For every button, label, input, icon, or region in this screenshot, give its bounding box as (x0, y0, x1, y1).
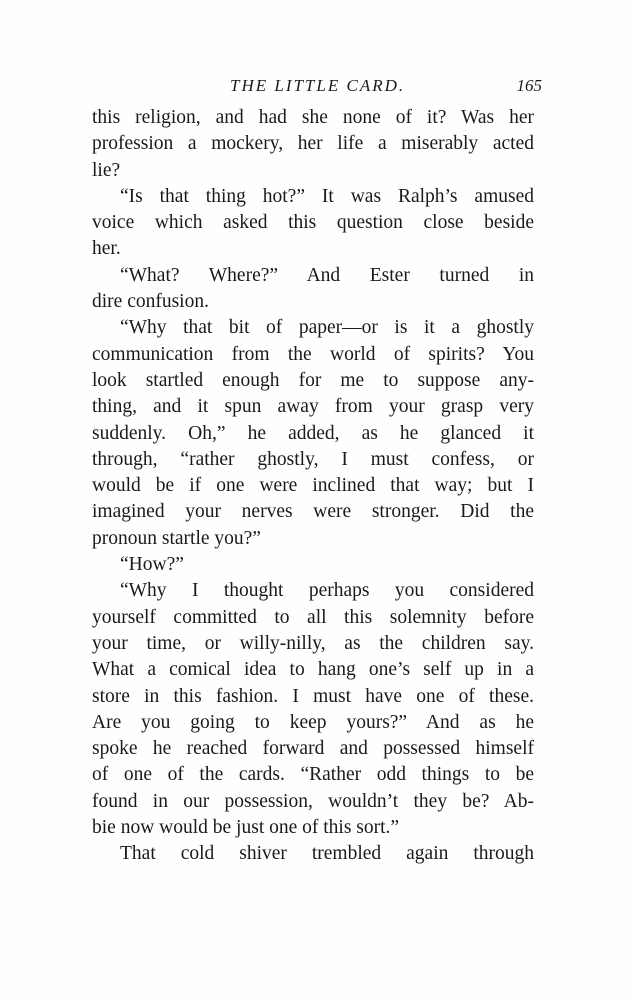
text-line: yourself committed to all this solemnity before (92, 606, 534, 628)
text-line: store in this fashion. I must have one of these. (92, 685, 534, 707)
text-line: “Is that thing hot?” It was Ralph’s amused (120, 185, 534, 207)
text-line: Are you going to keep yours?” And as he (92, 711, 534, 733)
text-line: spoke he reached forward and possessed himself (92, 738, 534, 760)
text-line: bie now would be just one of this sort.” (92, 817, 400, 839)
page-number: 165 (516, 76, 542, 95)
text-line: through, “rather ghostly, I must confess, or (92, 448, 534, 470)
text-line: would be if one were inclined that way; but I (92, 475, 534, 497)
text-line: her. (92, 238, 121, 260)
text-line: your time, or willy-nilly, as the children say. (92, 632, 534, 654)
text-line: found in our possession, wouldn’t they be? Ab- (92, 790, 534, 812)
text-line: What a comical idea to hang one’s self up in a (92, 659, 534, 681)
text-line: suddenly. Oh,” he added, as he glanced it (92, 422, 534, 444)
text-line: That cold shiver trembled again through (120, 843, 534, 865)
text-line: this religion, and had she none of it? Was her (92, 107, 534, 128)
text-line: look startled enough for me to suppose any- (92, 369, 534, 391)
text-line: voice which asked this question close beside (92, 212, 534, 234)
text-line: “How?” (120, 554, 184, 576)
text-line: pronoun startle you?” (92, 527, 261, 549)
text-line: “What? Where?” And Ester turned in (120, 264, 534, 286)
text-line: communication from the world of spirits? You (92, 343, 534, 365)
running-title: THE LITTLE CARD. (230, 76, 406, 95)
text-line: “Why that bit of paper—or is it a ghostly (120, 317, 534, 339)
text-line: dire confusion. (92, 291, 209, 313)
text-line: thing, and it spun away from your grasp very (92, 396, 534, 418)
text-line: profession a mockery, her life a miserably acted (92, 133, 534, 155)
text-line: imagined your nerves were stronger. Did the (92, 501, 534, 523)
running-head (92, 76, 542, 100)
text-line: “Why I thought perhaps you considered (120, 580, 534, 602)
body-text (92, 105, 534, 868)
text-line: lie? (92, 159, 121, 181)
text-line: of one of the cards. “Rather odd things to be (92, 764, 534, 786)
